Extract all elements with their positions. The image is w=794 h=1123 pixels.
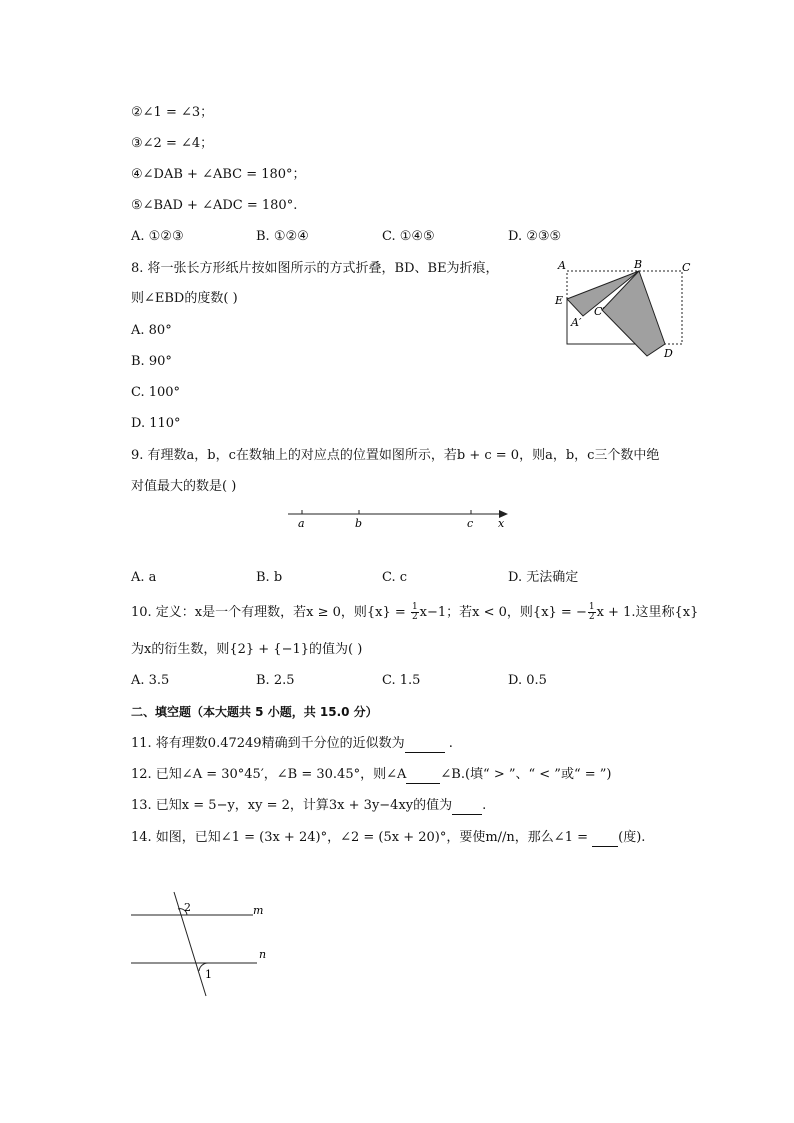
q10-frac1-num: 1 [411, 602, 418, 612]
q10-stem-part1: 10. 定义：x是一个有理数，若x ≥ 0，则{x} = [131, 605, 410, 620]
q10-stem-line1 [131, 603, 698, 622]
q12-text: 12. 已知∠A = 30°45′，∠B = 30.45°，则∠A [131, 767, 407, 782]
q9-label-a: a [298, 517, 305, 530]
q8-stem-line1: 8. 将一张长方形纸片按如图所示的方式折叠，BD、BE为折痕， [131, 261, 499, 276]
q10-stem-line2: 为x的衍生数，则{2} + {−1}的值为( ) [131, 642, 363, 657]
q8-folded-rectangle-figure [550, 255, 700, 365]
q9-stem-line2: 对值最大的数是( ) [131, 479, 237, 494]
q10-stem-part2: x−1；若x < 0，则{x} = − [419, 605, 587, 620]
q9-label-b: b [355, 517, 363, 530]
q10-frac2-num: 1 [588, 602, 595, 612]
q14-answer-blank[interactable] [592, 832, 618, 847]
q10-frac1-den: 2 [411, 612, 418, 622]
q9-number-line-figure [280, 502, 520, 532]
q14-stem [131, 829, 645, 847]
q14-label-m: m [253, 904, 264, 917]
q7-option-c[interactable]: C. ①④⑤ [382, 229, 435, 244]
q11-stem [131, 735, 453, 753]
q9-option-a[interactable]: A. a [131, 570, 157, 585]
q12-stem [131, 766, 611, 784]
q8-label-a: A [558, 259, 566, 272]
q8-option-d[interactable]: D. 110° [131, 416, 181, 431]
q7-item-4: ④∠DAB + ∠ABC = 180°； [131, 167, 306, 182]
q14-end: (度). [618, 830, 646, 845]
q7-item-5: ⑤∠BAD + ∠ADC = 180°. [131, 198, 298, 213]
q8-option-c[interactable]: C. 100° [131, 385, 181, 400]
q9-label-x: x [498, 517, 505, 530]
q10-option-d[interactable]: D. 0.5 [508, 673, 547, 688]
q11-text: 11. 将有理数0.47249精确到千分位的近似数为 [131, 736, 405, 751]
q9-option-c[interactable]: C. c [382, 570, 408, 585]
q9-label-c: c [467, 517, 474, 530]
q9-option-b[interactable]: B. b [256, 570, 283, 585]
q8-option-a[interactable]: A. 80° [131, 323, 172, 338]
q8-label-a-prime: A′ [571, 316, 582, 329]
q8-option-b[interactable]: B. 90° [131, 354, 172, 369]
q7-item-3: ③∠2 = ∠4； [131, 136, 214, 151]
q10-fraction-1 [411, 603, 419, 622]
q13-stem [131, 797, 486, 815]
q10-option-c[interactable]: C. 1.5 [382, 673, 421, 688]
q12-end: ∠B.(填“ > ”、“ < ”或“ = ”) [440, 767, 612, 782]
q13-text: 13. 已知x = 5−y，xy = 2，计算3x + 3y−4xy的值为 [131, 798, 453, 813]
q8-label-b: B [634, 258, 643, 271]
q7-option-d[interactable]: D. ②③⑤ [508, 229, 562, 244]
q10-fraction-2 [588, 603, 596, 622]
section-fill-in-heading: 二、填空题（本大题共 5 小题，共 15.0 分） [131, 705, 378, 719]
q12-answer-blank[interactable] [406, 769, 440, 784]
q9-option-d[interactable]: D. 无法确定 [508, 570, 579, 585]
q8-label-d: D [664, 347, 673, 360]
q10-option-a[interactable]: A. 3.5 [131, 673, 170, 688]
q8-label-c: C [682, 261, 691, 274]
q11-answer-blank[interactable] [405, 738, 445, 753]
q11-end: . [444, 736, 453, 751]
q14-label-angle-1: 1 [205, 968, 212, 981]
q14-text: 14. 如图，已知∠1 = (3x + 24)°，∠2 = (5x + 20)°，要使m//n，那么∠1 = [131, 830, 593, 845]
q8-label-c-prime: C′ [594, 305, 605, 318]
q13-end: . [482, 798, 487, 813]
q8-label-e: E [555, 294, 564, 307]
q14-parallel-lines-figure [125, 888, 275, 1000]
q8-stem-line2: 则∠EBD的度数( ) [131, 291, 238, 306]
q7-option-b[interactable]: B. ①②④ [256, 229, 309, 244]
q10-stem-part3: x + 1.这里称{x} [596, 605, 699, 620]
q9-stem-line1: 9. 有理数a，b，c在数轴上的对应点的位置如图所示，若b + c = 0，则a，b，c三个数中绝 [131, 448, 660, 463]
q14-label-angle-2: 2 [184, 901, 191, 914]
q14-label-n: n [259, 948, 267, 961]
q7-item-2: ②∠1 = ∠3； [131, 105, 214, 120]
q10-option-b[interactable]: B. 2.5 [256, 673, 295, 688]
q7-option-a[interactable]: A. ①②③ [131, 229, 184, 244]
q10-frac2-den: 2 [588, 612, 595, 622]
q13-answer-blank[interactable] [452, 800, 482, 815]
